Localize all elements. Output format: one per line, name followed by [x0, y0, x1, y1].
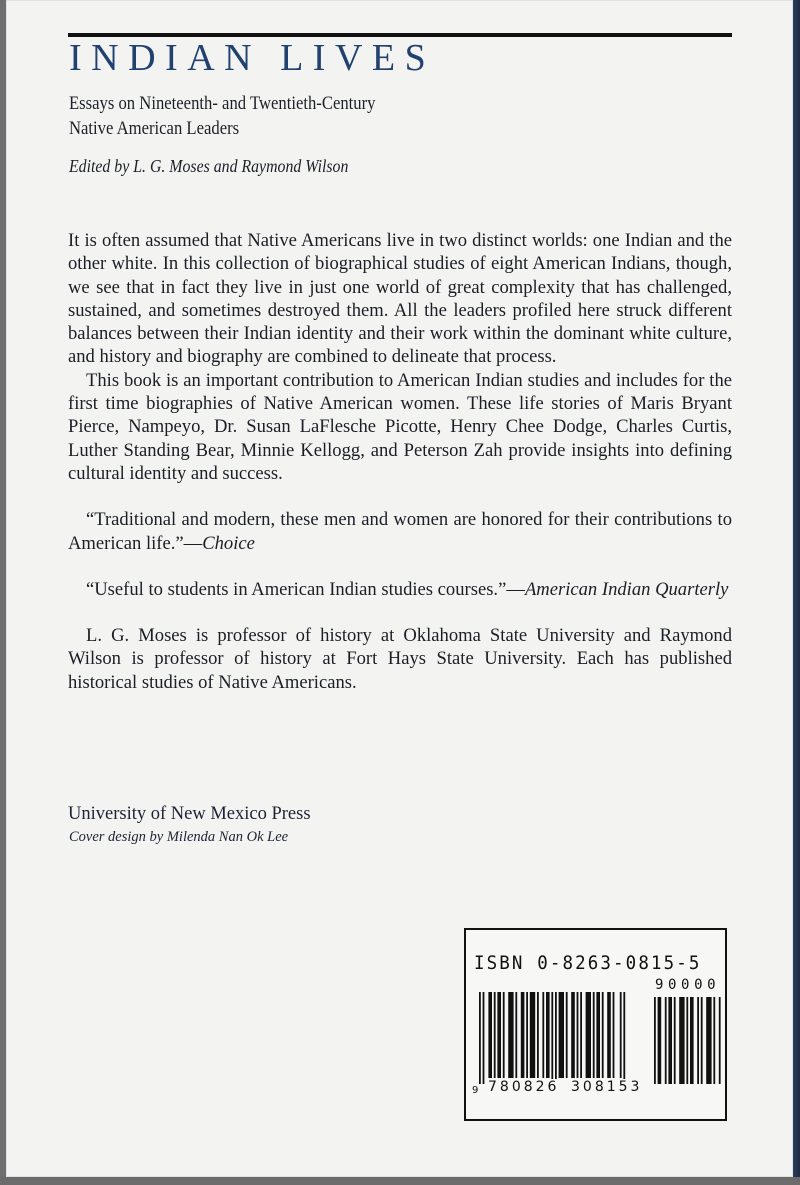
barcode-bar — [508, 992, 513, 1078]
barcode-bar — [654, 997, 656, 1084]
barcode-bar — [665, 997, 667, 1084]
barcode-bar — [668, 997, 672, 1084]
cover-design-credit: Cover design by Milenda Nan Ok Lee — [69, 829, 289, 845]
barcode-bar — [706, 997, 711, 1084]
barcode-bar — [602, 992, 604, 1078]
addon-barcode-bars — [654, 997, 722, 1084]
description-block — [68, 229, 732, 694]
barcode-bar — [503, 992, 505, 1078]
barcode-bar — [555, 992, 557, 1084]
barcode-bar — [526, 992, 528, 1078]
review-quote-1 — [68, 508, 732, 555]
barcode-bar — [623, 992, 625, 1084]
description-paragraph-1: It is often assumed that Native Americans live in two distinct worlds: one Indian and the other white. In this collection of biographical studies of eight American Indians, though, we see that in fact they live in just one world of great complexity that has challenged, sustained, and sometimes destroyed them. All the leaders profiled here struck different balances between their Indian identity and their work within the dominant white culture, and history and biography are combined to delineate that process. — [68, 230, 732, 368]
barcode-bar — [537, 992, 539, 1078]
barcode-bar — [686, 997, 688, 1084]
barcode-bar — [719, 997, 721, 1084]
editors-credit: Edited by L. G. Moses and Raymond Wilson — [69, 156, 349, 176]
barcode-bar — [580, 992, 582, 1078]
barcode-bar — [674, 997, 676, 1084]
isbn-barcode-box — [464, 928, 727, 1121]
barcode-bar — [494, 992, 496, 1078]
review-source-2: American Indian Quarterly — [524, 578, 729, 600]
review-quote-2-text: “Useful to students in American Indian studies courses.”— — [86, 578, 525, 600]
barcode-bar — [483, 992, 485, 1084]
barcode-bar — [515, 992, 517, 1078]
subtitle-line-1: Essays on Nineteenth- and Twentieth-Century — [69, 94, 376, 114]
bottom-background — [0, 1177, 800, 1185]
review-quote-1-text: “Traditional and modern, these men and women are honored for their contributions to American life.”— — [68, 509, 732, 554]
barcode-bar — [521, 992, 525, 1078]
barcode-bar — [620, 992, 622, 1078]
price-code: 90000 — [655, 977, 721, 993]
barcode-bar — [593, 992, 595, 1078]
ean-right-digits: 308153 — [571, 1079, 643, 1095]
description-paragraph-2: This book is an important contribution to American Indian studies and includes for the first time biographies of Native American women. These life stories of Maris Bryant Pierce, Nampeyo, Dr. Susan LaFlesche Picotte, Henry Chee Dodge, Charles Curtis, Luther Standing Bear, Minnie Kellogg, and Peterson Zah provide insights into defining cultural identity and success. — [68, 369, 732, 484]
barcode-bar — [697, 997, 699, 1084]
book-title: INDIAN LIVES — [69, 37, 436, 79]
ean-barcode-bars — [479, 992, 655, 1084]
barcode-bar — [571, 992, 575, 1078]
isbn-number: ISBN 0-8263-0815-5 — [474, 952, 702, 974]
authors-bio: L. G. Moses is professor of history at Oklahoma State University and Raymond Wilson is professor of history at Fort Hays State University. Each has published historical studies of Native Americans. — [68, 625, 732, 693]
barcode-bar — [479, 992, 481, 1084]
ean-first-digit: 9 — [472, 1085, 479, 1096]
barcode-bar — [658, 997, 662, 1084]
barcode-bar — [701, 997, 703, 1084]
review-quote-2 — [68, 578, 732, 601]
ean-left-digits: 780826 — [488, 1079, 560, 1095]
book-back-cover — [6, 0, 793, 1177]
book-spine-edge — [793, 0, 800, 1185]
barcode-bar — [546, 992, 550, 1078]
barcode-bar — [679, 997, 684, 1084]
barcode-bar — [607, 992, 611, 1078]
barcode-bar — [596, 992, 600, 1078]
publisher-name: University of New Mexico Press — [68, 804, 311, 824]
barcode-bar — [551, 992, 553, 1084]
barcode-bar — [586, 992, 591, 1078]
barcode-bar — [559, 992, 564, 1078]
barcode-bar — [542, 992, 544, 1078]
barcode-bar — [613, 992, 615, 1078]
barcode-bar — [497, 992, 501, 1078]
barcode-bar — [566, 992, 568, 1078]
barcode-bar — [713, 997, 715, 1084]
barcode-bar — [488, 992, 492, 1078]
barcode-bar — [577, 992, 579, 1078]
review-source-1: Choice — [202, 532, 255, 554]
subtitle-line-2: Native American Leaders — [69, 119, 240, 139]
book-subtitle — [69, 92, 519, 142]
barcode-bar — [530, 992, 535, 1078]
barcode-bar — [690, 997, 694, 1084]
